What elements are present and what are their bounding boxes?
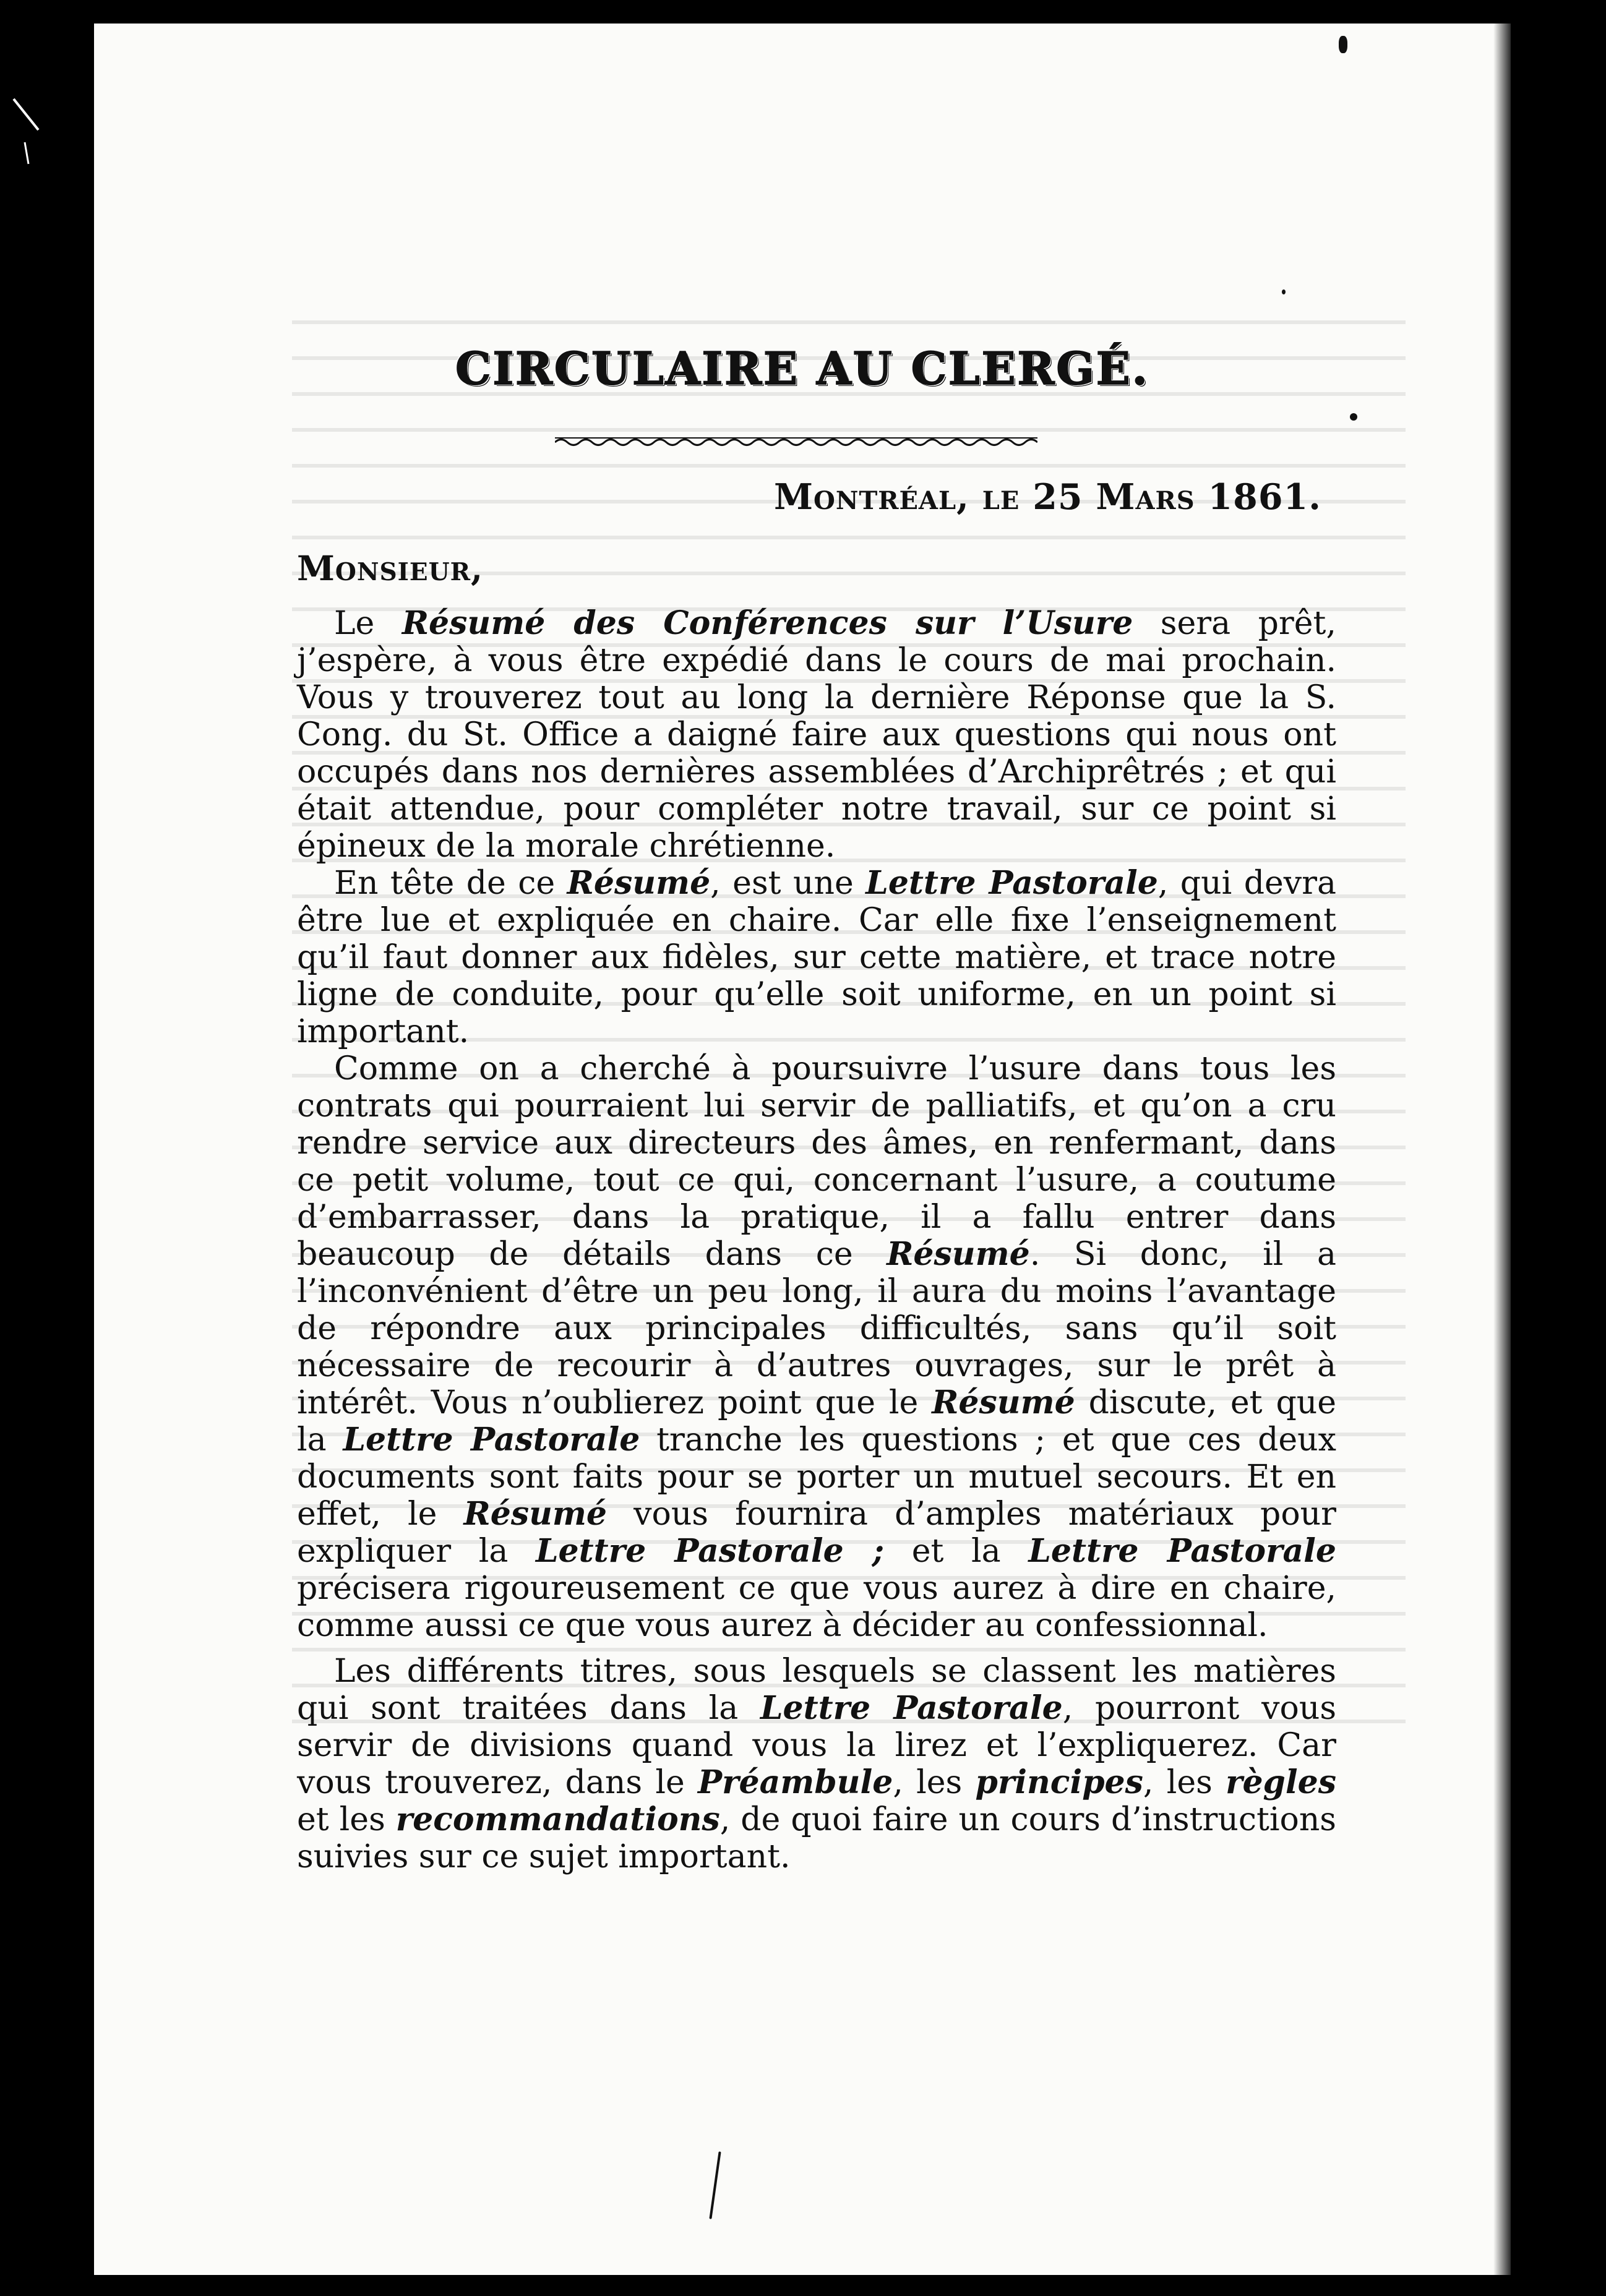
italic-text-run: Résumé (887, 1235, 1030, 1273)
letter-body (297, 605, 1336, 1875)
italic-text-run: Résumé des Conférences sur l’Usure (402, 604, 1133, 642)
text-run: Comme on a cherché à poursuivre l’usure dans tous les contrats qui pourraient lui servir de palliatifs, et qu’on a cru rendre service aux directeurs des âmes, en renfermant, dans ce petit volume, tout ce qui, concernant l’usure, a coutume d’embarrasser, dans la pratique, il a fallu entrer dans beaucoup de détails dans ce (297, 1050, 1336, 1273)
italic-text-run: Lettre Pastorale (1028, 1532, 1337, 1570)
dateline: Montréal, le 25 Mars 1861. (773, 476, 1321, 518)
ink-speck (709, 2151, 721, 2219)
italic-text-run: Préambule (698, 1763, 893, 1801)
text-run: , les (893, 1764, 976, 1801)
text-run: Les différents titres, sous lesquels se classent les matières qui sont traitées dans la (297, 1653, 1336, 1727)
text-run: et les (297, 1801, 396, 1838)
document-page (94, 24, 1511, 2275)
text-run: En tête de ce (334, 865, 567, 902)
text-run: précisera rigoureusement ce que vous aurez à dire en chaire, comme aussi ce que vous aurez à décider au confessionnal. (297, 1570, 1336, 1644)
paragraph (297, 1050, 1336, 1644)
salutation: Monsieur, (297, 548, 484, 588)
paragraph (297, 1653, 1336, 1875)
italic-text-run: recommandations (395, 1801, 720, 1838)
page-title: CIRCULAIRE AU CLERGÉ. (455, 342, 1149, 395)
text-run: , pourront vous servir de divisions quand vous la lirez et l’expliquerez. Car vous trouverez, dans le (297, 1690, 1336, 1801)
italic-text-run: Lettre Pastorale ; (535, 1532, 885, 1570)
text-run: sera prêt, j’espère, à vous être expédié dans le cours de mai prochain. Vous y trouverez tout au long la dernière Réponse que la S. Cong. du St. Office a daigné faire aux questions qui nous ont occupés dans nos dernières assemblées d’Archiprêtrés ; et qui était attendue, pour compléter notre travail, sur ce point si épineux de la morale chrétienne. (297, 605, 1336, 865)
text-run: . Si donc, il a l’inconvénient d’être un peu long, il aura du moins l’avantage de répondre aux principales difficultés, sans qu’il soit nécessaire de recourir à d’autres ouvrages, sur le prêt à intérêt. Vous n’oublierez point que le (297, 1236, 1337, 1421)
italic-text-run: principes (975, 1763, 1143, 1801)
italic-text-run: Résumé (567, 864, 711, 902)
italic-text-run: règles (1226, 1763, 1337, 1801)
text-run: et la (884, 1533, 1029, 1570)
text-run: discute, et que la (297, 1384, 1336, 1459)
text-run: , est une (710, 865, 866, 902)
text-run: , les (1143, 1764, 1226, 1801)
text-run: Le (334, 605, 402, 642)
italic-text-run: Lettre Pastorale (760, 1689, 1063, 1727)
ink-speck (1339, 36, 1347, 53)
paragraph (297, 605, 1336, 865)
text-run: , de quoi faire un cours d’instructions suivies sur ce sujet important. (297, 1801, 1336, 1875)
corner-mark (7, 93, 45, 167)
text-run: , qui devra être lue et expliquée en chaire. Car elle fixe l’enseignement qu’il faut donner aux fidèles, sur cette matière, et trace notre ligne de conduite, pour qu’elle soit uniforme, en un point si important. (297, 865, 1336, 1050)
italic-text-run: Résumé (932, 1384, 1075, 1421)
paragraph (297, 865, 1336, 1050)
text-run: tranche les questions ; et que ces deux documents sont faits pour se porter un mutuel secours. Et en effet, le (297, 1421, 1336, 1533)
ink-speck (1350, 413, 1357, 421)
wavy-rule (555, 437, 1037, 448)
text-run: vous fournira d’amples matériaux pour expliquer la (297, 1496, 1336, 1570)
ink-speck (1282, 289, 1286, 294)
italic-text-run: Résumé (463, 1495, 608, 1533)
italic-text-run: Lettre Pastorale (865, 864, 1158, 902)
italic-text-run: Lettre Pastorale (343, 1421, 640, 1459)
